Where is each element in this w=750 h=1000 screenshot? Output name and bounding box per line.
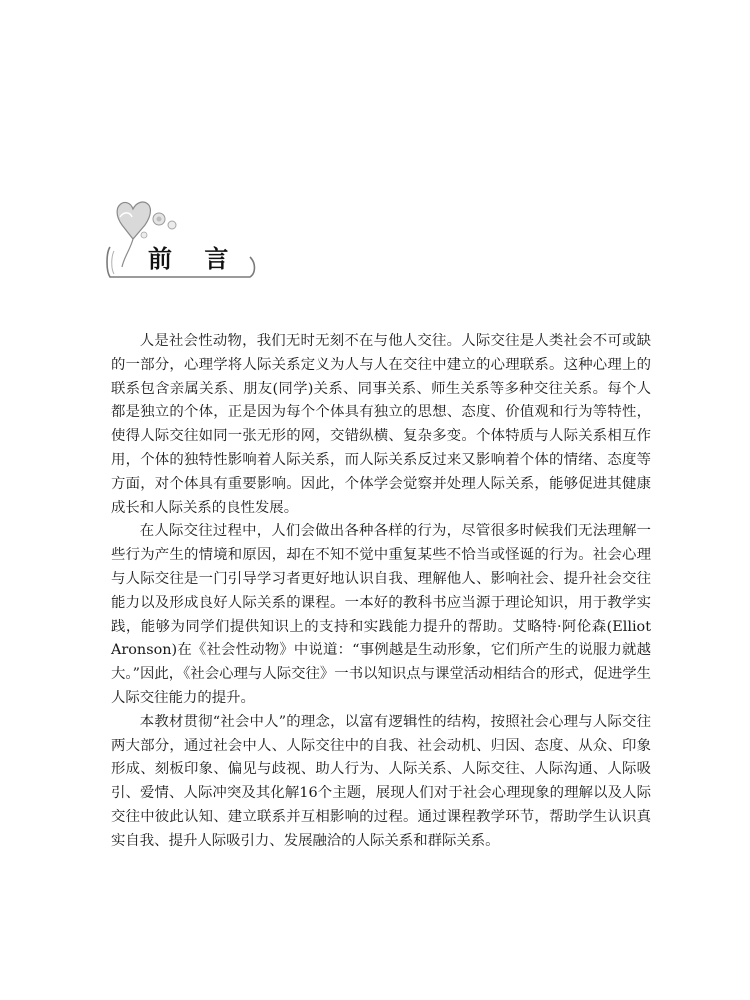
paragraph: 在人际交往过程中，人们会做出各种各样的行为，尽管很多时候我们无法理解一些行为产生的情境和原因，却在不知不觉中重复某些不恰当或怪诞的行为。社会心理与人际交往是一门引导学习者更好地认识自我、理解他人、影响社会、提升社会交往能力以及形成良好人际关系的课程。一本好的教科书应当源于理论知识，用于教学实践，能够为同学们提供知识上的支持和实践能力提升的帮助。艾略特·阿伦森(Elliot Aronson)在《社会性动物》中说道：“事例越是生动形象，它们所产生的说服力就越大。”因此，《社会心理与人际交往》一书以知识点与课堂活动相结合的形式，促进学生人际交往能力的提升。 (111, 523, 651, 706)
paragraph: 人是社会性动物，我们无时无刻不在与他人交往。人际交往是人类社会不可或缺的一部分，心理学将人际关系定义为人与人在交往中建立的心理联系。这种心理上的联系包含亲属关系、朋友(同学)关系、同事关系、师生关系等多种交往关系。每个人都是独立的个体，正是因为每个个体具有独立的思想、态度、价值观和行为等特性，使得人际交往如同一张无形的网，交错纵横、复杂多变。个体特质与人际关系相互作用，个体的独特性影响着人际关系，而人际关系反过来又影响着个体的情绪、态度等方面，对个体具有重要影响。因此，个体学会觉察并处理人际关系，能够促进其健康成长和人际关系的良性发展。 (111, 333, 651, 516)
page-title: 前 言 (148, 244, 241, 273)
preface-body (111, 330, 651, 854)
paragraph: 本教材贯彻“社会中人”的理念，以富有逻辑性的结构，按照社会心理与人际交往两大部分，通过社会中人、人际交往中的自我、社会动机、归因、态度、从众、印象形成、刻板印象、偏见与歧视、助人行为、人际关系、人际交往、人际沟通、人际吸引、爱情、人际冲突及其化解16个主题，展现人们对于社会心理现象的理解以及人际交往中彼此认知、建立联系并互相影响的过程。通过课程教学环节，帮助学生认识真实自我、提升人际吸引力、发展融洽的人际关系和群际关系。 (111, 713, 651, 849)
